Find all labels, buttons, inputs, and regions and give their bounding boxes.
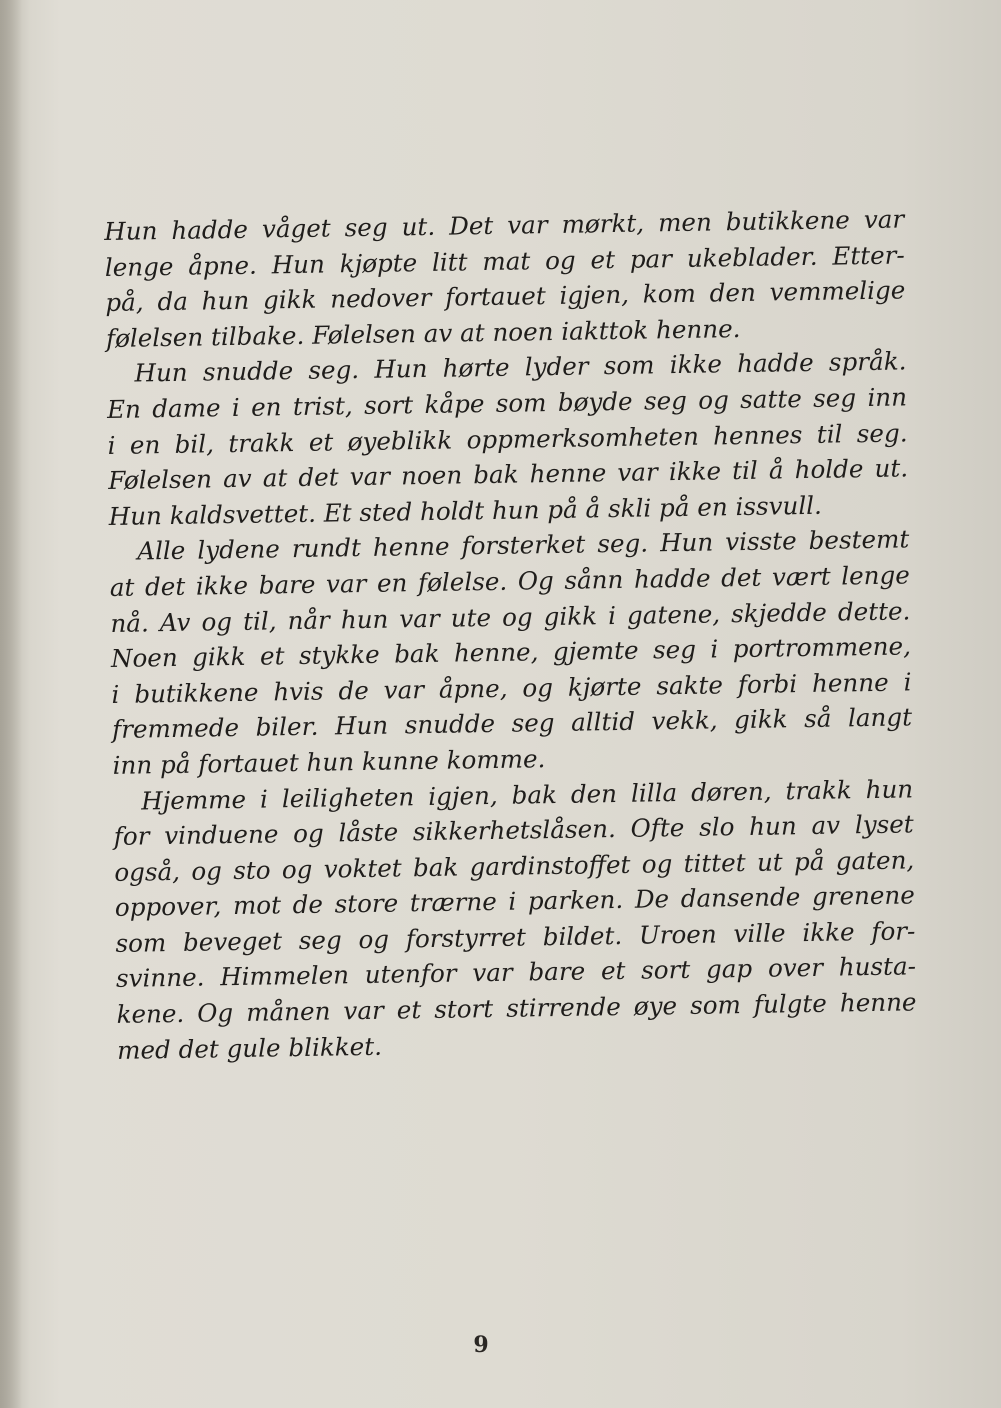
paragraph xyxy=(109,522,913,784)
text-line: Alle lydene rundt henne forsterket seg. Hun visste bestemt xyxy=(137,524,910,566)
text-line: Følelsen av at det var noen bak henne var ikke til å holde ut. xyxy=(107,453,909,496)
text-line: i en bil, trakk et øyeblikk oppmerksomheten hennes til seg. xyxy=(107,417,908,460)
text-line: Hjemme i leiligheten igjen, bak den lilla døren, trakk hun xyxy=(140,773,914,815)
text-line: inn på fortauet hun kunne komme. xyxy=(112,744,546,780)
text-line: som beveget seg og forstyrret bildet. Uroen ville ikke for- xyxy=(115,916,916,958)
text-line: En dame i en trist, sort kåpe som bøyde seg og satte seg inn xyxy=(106,382,908,424)
paragraph xyxy=(113,771,917,1068)
paragraph xyxy=(104,201,906,356)
text-line: også, og sto og voktet bak gardinstoffet og tittet ut på gaten, xyxy=(114,845,915,887)
text-line: svinne. Himmelen utenfor var bare et sort gap over husta- xyxy=(115,951,917,994)
page-number: 9 xyxy=(473,1332,489,1358)
text-line: kene. Og månen var et stort stirrende øye som fulgte henne xyxy=(116,987,917,1029)
text-line: på, da hun gikk nedover fortauet igjen, kom den vemmelige xyxy=(105,275,906,318)
text-line: med det gule blikket. xyxy=(116,1031,383,1065)
text-line: Noen gikk et stykke bak henne, gjemte seg i portrommene, xyxy=(110,631,912,674)
paragraph xyxy=(106,344,909,535)
text-line: oppover, mot de store trærne i parken. De dansende grenene xyxy=(114,880,916,923)
text-line: nå. Av og til, når hun var ute og gikk i gatene, skjedde dette. xyxy=(110,595,911,638)
text-line: Hun snudde seg. Hun hørte lyder som ikke hadde språk. xyxy=(134,346,907,388)
text-line: lenge åpne. Hun kjøpte litt mat og et par ukeblader. Etter- xyxy=(104,240,905,282)
text-line: i butikkene hvis de var åpne, og kjørte sakte forbi henne i xyxy=(111,667,912,709)
text-line: fremmede biler. Hun snudde seg alltid vekk, gikk så langt xyxy=(111,702,913,745)
body-text xyxy=(104,201,917,1068)
text-line: følelsen tilbake. Følelsen av at noen iakttok henne. xyxy=(105,313,741,353)
text-line: Hun hadde våget seg ut. Det var mørkt, men butikkene var xyxy=(104,204,905,246)
text-line: at det ikke bare var en følelse. Og sånn hadde det vært lenge xyxy=(109,560,910,602)
text-line: for vinduene og låste sikkerhetslåsen. Ofte slo hun av lyset xyxy=(113,809,914,852)
page-gutter-shadow xyxy=(0,0,22,1408)
text-line: Hun kaldsvettet. Et sted holdt hun på å skli på en issvull. xyxy=(108,490,823,531)
